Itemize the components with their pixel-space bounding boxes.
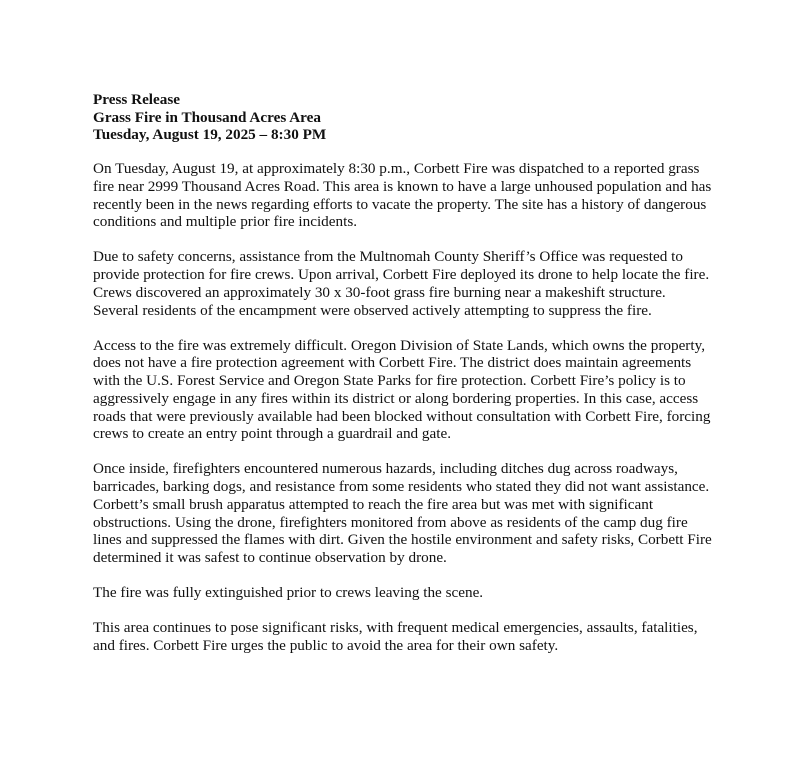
press-release-document [93,91,713,672]
release-label: Press Release [93,91,181,108]
paragraph-extinguished: The fire was fully extinguished prior to crews leaving the scene. [93,584,484,602]
release-header [93,91,713,144]
paragraph-access: Access to the fire was extremely difficult. Oregon Division of State Lands, which owns the property, does not have a fire protection agreement with Corbett Fire. The district does maintain agreements with the U.S. Forest Service and Oregon State Parks for fire protection. Corbett Fire’s policy is to aggressively engage in any fires within its district or along bordering properties. In this case, access roads that were previously available had been blocked without consultation with Corbett Fire, forcing crews to create an entry point through a guardrail and gate. [93,336,711,443]
paragraph-safety: Due to safety concerns, assistance from the Multnomah County Sheriff’s Office was requested to provide protection for fire crews. Upon arrival, Corbett Fire deployed its drone to help locate the fire. Crews discovered an approximately 30 x 30-foot grass fire burning near a makeshift structure. Several residents of the encampment were observed actively attempting to suppress the fire. [93,248,710,319]
paragraph-dispatch: On Tuesday, August 19, at approximately 8:30 p.m., Corbett Fire was dispatched to a reported grass fire near 2999 Thousand Acres Road. This area is known to have a large unhoused population and has recently been in the news regarding efforts to vacate the property. The site has a history of dangerous conditions and multiple prior fire incidents. [93,160,712,231]
paragraph-warning: This area continues to pose significant risks, with frequent medical emergencies, assaults, fatalities, and fires. Corbett Fire urges the public to avoid the area for their own safety. [93,619,698,655]
release-date: Tuesday, August 19, 2025 – 8:30 PM [93,126,327,144]
release-title: Grass Fire in Thousand Acres Area [93,108,321,126]
paragraph-hazards: Once inside, firefighters encountered numerous hazards, including ditches dug across roadways, barricades, barking dogs, and resistance from some residents who stated they did not want assistance. Corbett’s small brush apparatus attempted to reach the fire area but was met with significant obstructions. Using the drone, firefighters monitored from above as residents of the camp dug fire lines and suppressed the flames with dirt. Given the hostile environment and safety risks, Corbett Fire determined it was safest to continue observation by drone. [93,460,712,566]
